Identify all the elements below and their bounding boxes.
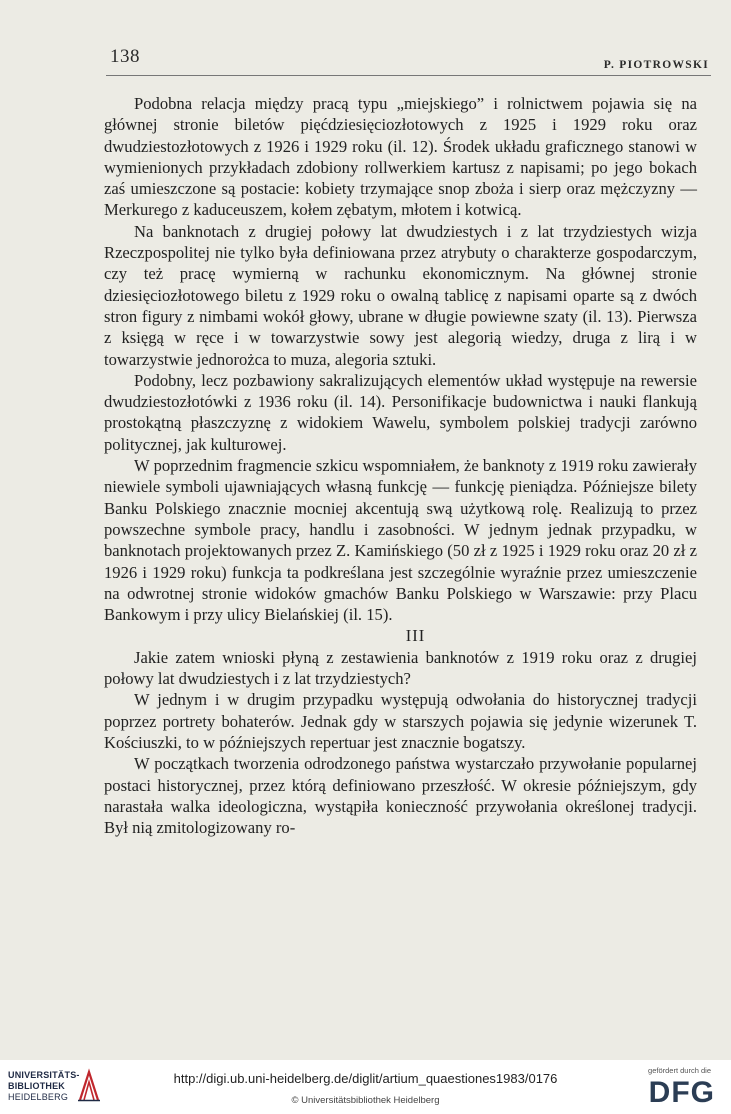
running-head: P. PIOTROWSKI (603, 59, 709, 71)
section-heading: III (405, 626, 426, 646)
body-text (104, 93, 697, 838)
header-rule (106, 75, 711, 76)
permalink-url[interactable]: http://digi.ub.uni-heidelberg.de/diglit/artium_quaestiones1983/0176 (173, 1071, 558, 1086)
paragraph: Na banknotach z drugiej połowy lat dwudziestych i z lat trzydziestych wizja Rzeczpospolitej nie tylko była definiowana przez atrybuty o charakterze gospodarczym, czy też pracę wymierną w rachunku ekonomicznym. Na głównej stronie dziesięciozłotowego biletu z 1929 roku o owalną tablicę z napisami oparte są z dwóch stron figury z nimbami wokół głowy, ubrane w długie powiewne szaty (il. 13). Pierwsza z księgą w ręce i w towarzystwie sowy jest alegorią wiedzy, druga z lirą i w towarzystwie jednorożca to muza, alegoria sztuki. (104, 221, 697, 369)
library-name-line: HEIDELBERG (8, 1092, 69, 1102)
copyright-notice: © Universitätsbibliothek Heidelberg (291, 1095, 440, 1106)
paragraph: W poprzednim fragmencie szkicu wspomniałem, że banknoty z 1919 roku zawierały niewiele symboli ujawniających własną funkcję — funkcję pieniądza. Późniejsze bilety Banku Polskiego znacznie mocniej akcentują swą użytkową rolę. Realizują to przez powszechne symbole pracy, handlu i zasobności. W jednym jednak przypadku, w banknotach projektowanych przez Z. Kamińskiego (50 zł z 1925 i 1929 roku oraz 20 zł z 1926 i 1929 roku) funkcja ta podkreślana jest szczególnie wyraźnie przez umieszczenie na odwrotnej stronie widoków gmachów Banku Polskiego w Warszawie: przy Placu Bankowym i przy ulicy Bielańskiej (il. 15). (104, 456, 697, 625)
page-number: 138 (110, 46, 140, 67)
paragraph: W początkach tworzenia odrodzonego państwa wystarczało przywołanie popularnej postaci historycznej, przez którą definiowano przeszłość. W okresie późniejszym, gdy narastała walka ideologiczna, wystąpiła konieczność przywołania określonej tradycji. Był nią zmitologizowany ro- (104, 754, 697, 838)
footer-bar (0, 1060, 731, 1114)
paragraph: Jakie zatem wnioski płyną z zestawienia banknotów z 1919 roku oraz z drugiej połowy lat dwudziestych i z lat trzydziestych? (104, 647, 697, 689)
library-name-line: BIBLIOTHEK (8, 1081, 65, 1091)
paragraph: W jednym i w drugim przypadku występują odwołania do historycznej tradycji poprzez portrety bohaterów. Jednak gdy w starszych pojawia się jedynie wizerunek T. Kościuszki, to w późniejszych repertuar jest znacznie bogatszy. (104, 690, 697, 752)
dfg-logo[interactable]: DFG (648, 1076, 715, 1109)
paragraph: Podobny, lecz pozbawiony sakralizujących elementów układ występuje na rewersie dwudziestozłotówki z 1936 roku (il. 14). Personifikacje budownictwa i nauki flankują prostokątną płaszczyznę z widokiem Wawelu, symbolem polskiej tradycji zarówno politycznej, jak kulturowej. (104, 370, 697, 454)
paragraph: Podobna relacja między pracą typu „miejskiego” i rolnictwem pojawia się na głównej stronie biletów pięćdziesięciozłotowych z 1925 i 1929 roku oraz dwudziestozłotowych z 1926 i 1929 roku (il. 12). Środek układu graficznego stanowi w wymienionych przykładach zdobiony rollwerkiem kartusz z napisami; po jego bokach zaś umieszczone są postacie: kobiety trzymające snop zboża i sierp oraz mężczyzny — Merkurego z kaduceuszem, kołem zębatym, młotem i kotwicą. (104, 94, 697, 220)
dfg-caption: gefördert durch die (648, 1066, 711, 1075)
library-name-line: UNIVERSITÄTS- (8, 1070, 80, 1080)
